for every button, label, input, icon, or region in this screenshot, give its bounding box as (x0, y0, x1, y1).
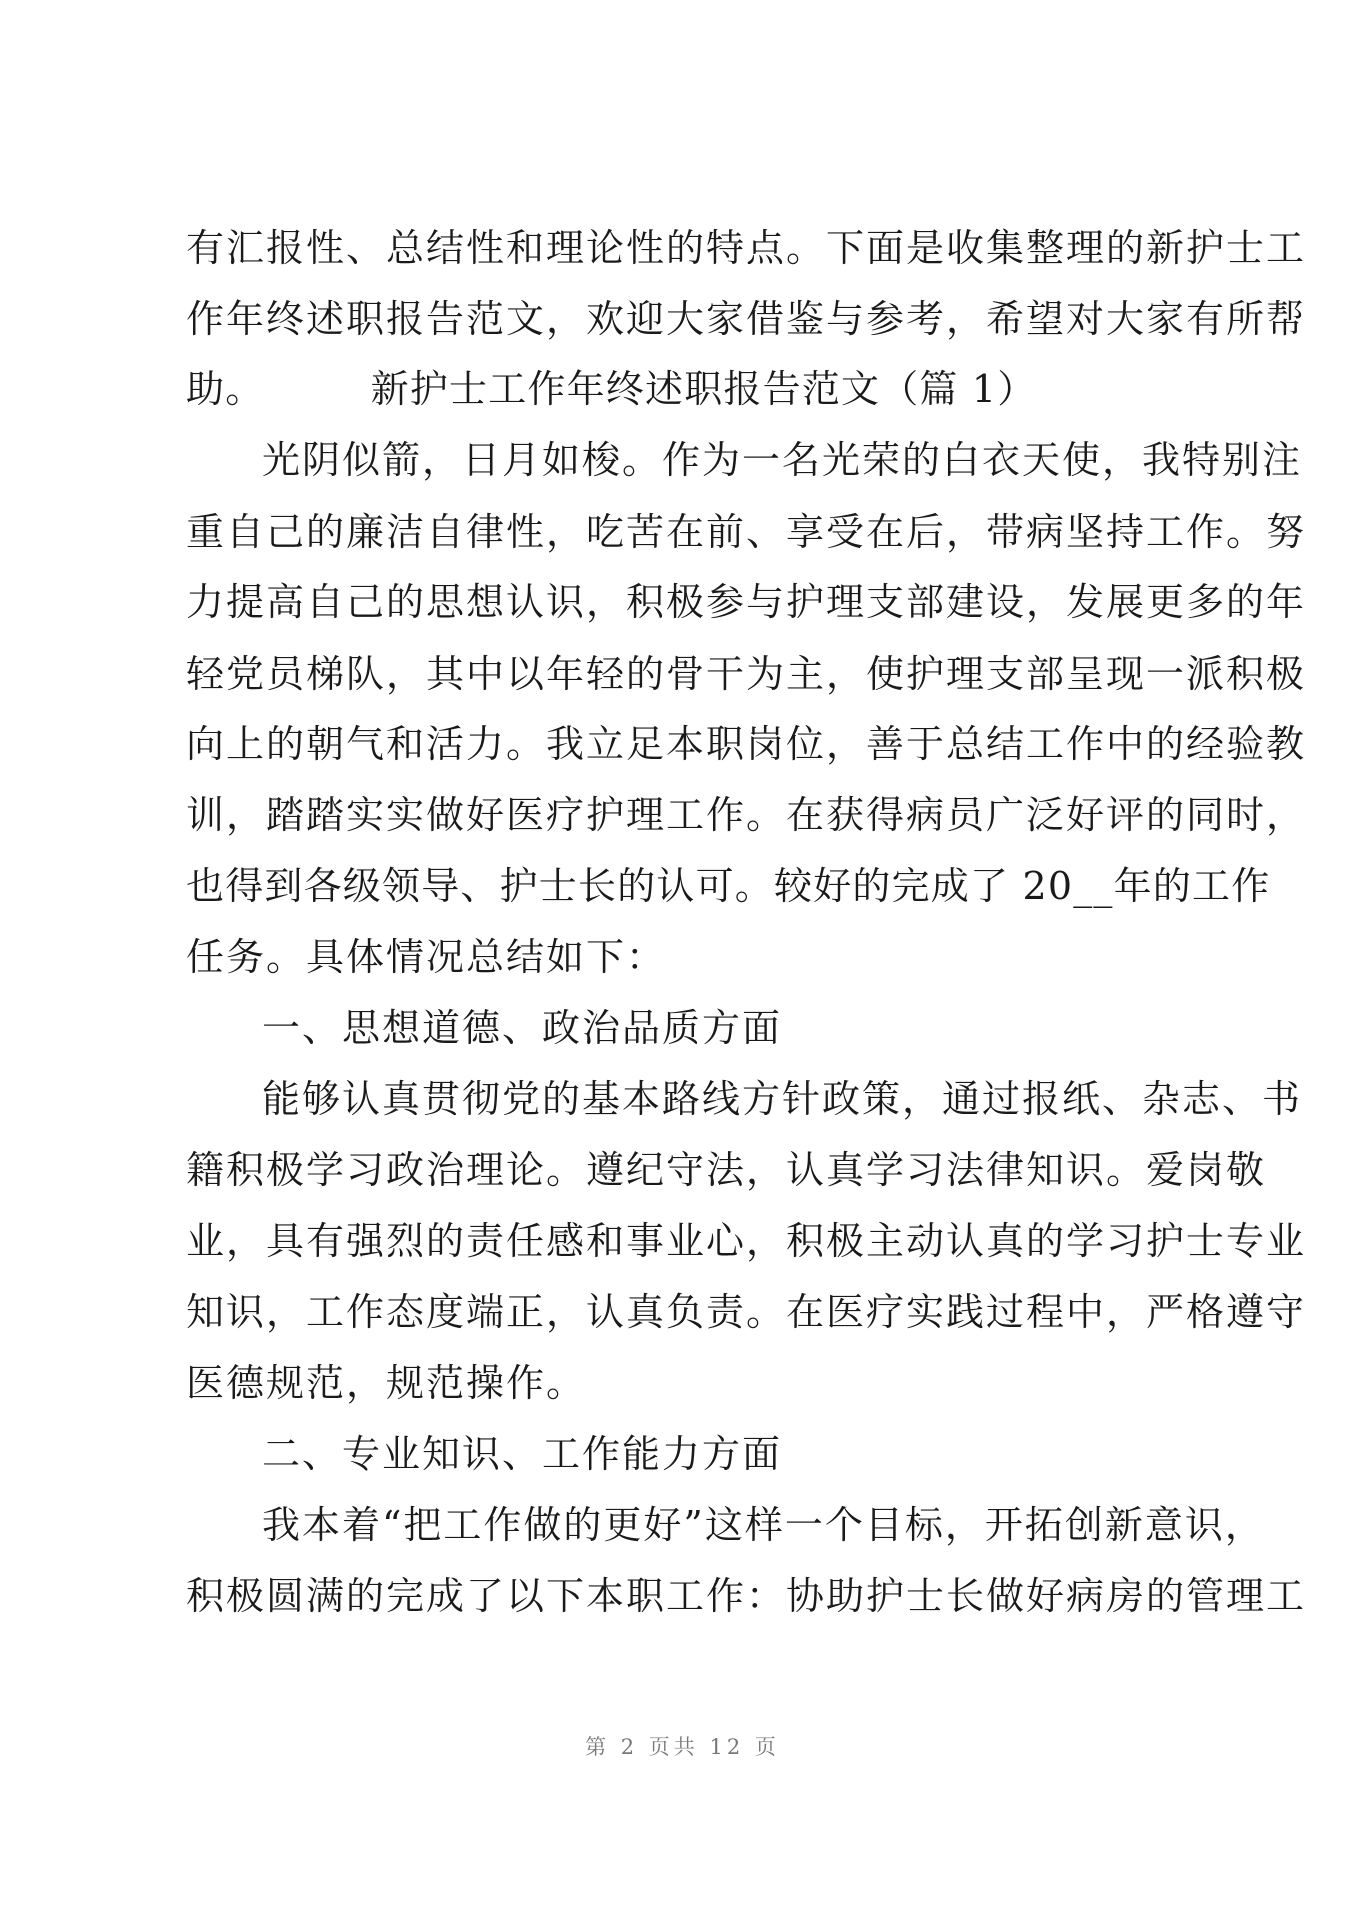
body-text-line: 知识，工作态度端正，认真负责。在医疗实践过程中，严格遵守 (186, 1290, 1307, 1334)
section-heading-line: 助。 新护士工作年终述职报告范文（篇 1） (186, 367, 1037, 411)
body-text-line: 籍积极学习政治理论。遵纪守法，认真学习法律知识。爱岗敬 (186, 1148, 1267, 1192)
body-text-line: 作年终述职报告范文，欢迎大家借鉴与参考，希望对大家有所帮 (186, 297, 1307, 341)
body-text-line: 重自己的廉洁自律性，吃苦在前、享受在后，带病坚持工作。努 (186, 510, 1307, 554)
subheading-line: 一、思想道德、政治品质方面 (262, 1006, 783, 1050)
body-text-line: 训，踏踏实实做好医疗护理工作。在获得病员广泛好评的同时， (186, 793, 1307, 837)
paragraph-start-line: 能够认真贯彻党的基本路线方针政策，通过报纸、杂志、书 (262, 1077, 1303, 1121)
body-text-line: 力提高自己的思想认识，积极参与护理支部建设，发展更多的年 (186, 580, 1307, 624)
paragraph-start-line: 我本着“把工作做的更好”这样一个目标，开拓创新意识， (262, 1503, 1265, 1547)
page-number-footer: 第 2 页共 12 页 (585, 1735, 780, 1759)
body-text-line: 业，具有强烈的责任感和事业心，积极主动认真的学习护士专业 (186, 1219, 1307, 1263)
body-text-line: 轻党员梯队，其中以年轻的骨干为主，使护理支部呈现一派积极 (186, 652, 1307, 696)
subheading-line: 二、专业知识、工作能力方面 (262, 1432, 783, 1476)
body-text-line: 任务。具体情况总结如下： (186, 935, 667, 979)
body-text-line: 医德规范，规范操作。 (186, 1361, 587, 1405)
body-text-line: 也得到各级领导、护士长的认可。较好的完成了 20__年的工作 (186, 864, 1271, 908)
body-text-line: 有汇报性、总结性和理论性的特点。下面是收集整理的新护士工 (186, 226, 1307, 270)
paragraph-start-line: 光阴似箭，日月如梭。作为一名光荣的白衣天使，我特别注 (262, 438, 1303, 482)
body-text-line: 向上的朝气和活力。我立足本职岗位，善于总结工作中的经验教 (186, 722, 1307, 766)
body-text-line: 积极圆满的完成了以下本职工作：协助护士长做好病房的管理工 (186, 1574, 1307, 1618)
